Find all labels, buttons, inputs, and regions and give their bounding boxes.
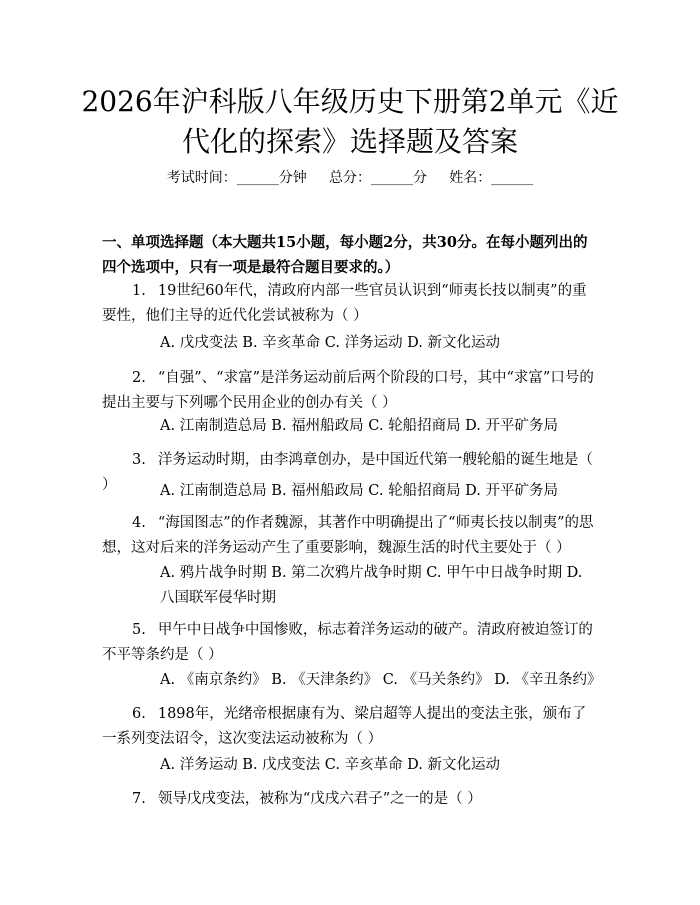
question-number: 2. <box>132 370 146 386</box>
question-number: 1. <box>132 283 146 299</box>
question-number: 6. <box>132 706 146 722</box>
question-3-options: A. 江南制造总局 B. 福州船政局 C. 轮船招商局 D. 开平矿务局 <box>160 483 559 499</box>
question-4 <box>102 511 598 561</box>
question-stem: 1898年，光绪帝根据康有为、梁启超等人提出的变法主张，颁布了一系列变法诏令，这次变法运动被称为（ ） <box>102 706 587 747</box>
document-title: 2026年沪科版八年级历史下册第2单元《近代化的探索》选择题及答案 <box>81 85 619 158</box>
question-2 <box>102 366 598 416</box>
question-stem: 甲午中日战争中国惨败，标志着洋务运动的破产。清政府被迫签订的不平等条约是（ ） <box>102 622 593 663</box>
question-4-options: A. 鸦片战争时期 B. 第二次鸦片战争时期 C. 甲午中日战争时期 D. 八国联军侵华时期 <box>160 565 583 606</box>
question-number: 7. <box>132 791 146 807</box>
section-heading: 一、单项选择题（本大题共15小题，每小题2分，共30分。在每小题列出的四个选项中，只有一项是最符合题目要求的。） <box>102 234 588 276</box>
question-stem: “自强”、“求富”是洋务运动前后两个阶段的口号，其中“求富”口号的提出主要与下列哪个民用企业的创办有关（ ） <box>102 370 594 411</box>
question-1 <box>102 279 598 329</box>
question-number: 4. <box>132 515 146 531</box>
question-5-options: A. 《南京条约》 B. 《天津条约》 C. 《马关条约》 D. 《辛丑条约》 <box>160 672 602 688</box>
exam-info-line: 考试时间：______分钟 总分：______分 姓名：______ <box>166 170 534 186</box>
question-stem: “海国图志”的作者魏源，其著作中明确提出了“师夷长技以制夷”的思想，这对后来的洋务运动产生了重要影响，魏源生活的时代主要处于（ ） <box>102 515 594 556</box>
question-stem: 领导戊戌变法，被称为“戊戌六君子”之一的是（ ） <box>157 791 482 807</box>
question-number: 3. <box>132 452 146 468</box>
question-6 <box>102 702 598 752</box>
question-number: 5. <box>132 622 146 638</box>
question-5 <box>102 618 598 668</box>
question-stem: 19世纪60年代，清政府内部一些官员认识到“师夷长技以制夷”的重要性，他们主导的近代化尝试被称为（ ） <box>102 283 587 324</box>
question-1-options: A. 戊戌变法 B. 辛亥革命 C. 洋务运动 D. 新文化运动 <box>160 335 501 351</box>
question-2-options: A. 江南制造总局 B. 福州船政局 C. 轮船招商局 D. 开平矿务局 <box>160 418 559 434</box>
question-7 <box>102 787 598 812</box>
question-stem: 洋务运动时期，由李鸿章创办，是中国近代第一艘轮船的诞生地是（ ） <box>102 452 593 493</box>
question-6-options: A. 洋务运动 B. 戊戌变法 C. 辛亥革命 D. 新文化运动 <box>160 757 501 773</box>
